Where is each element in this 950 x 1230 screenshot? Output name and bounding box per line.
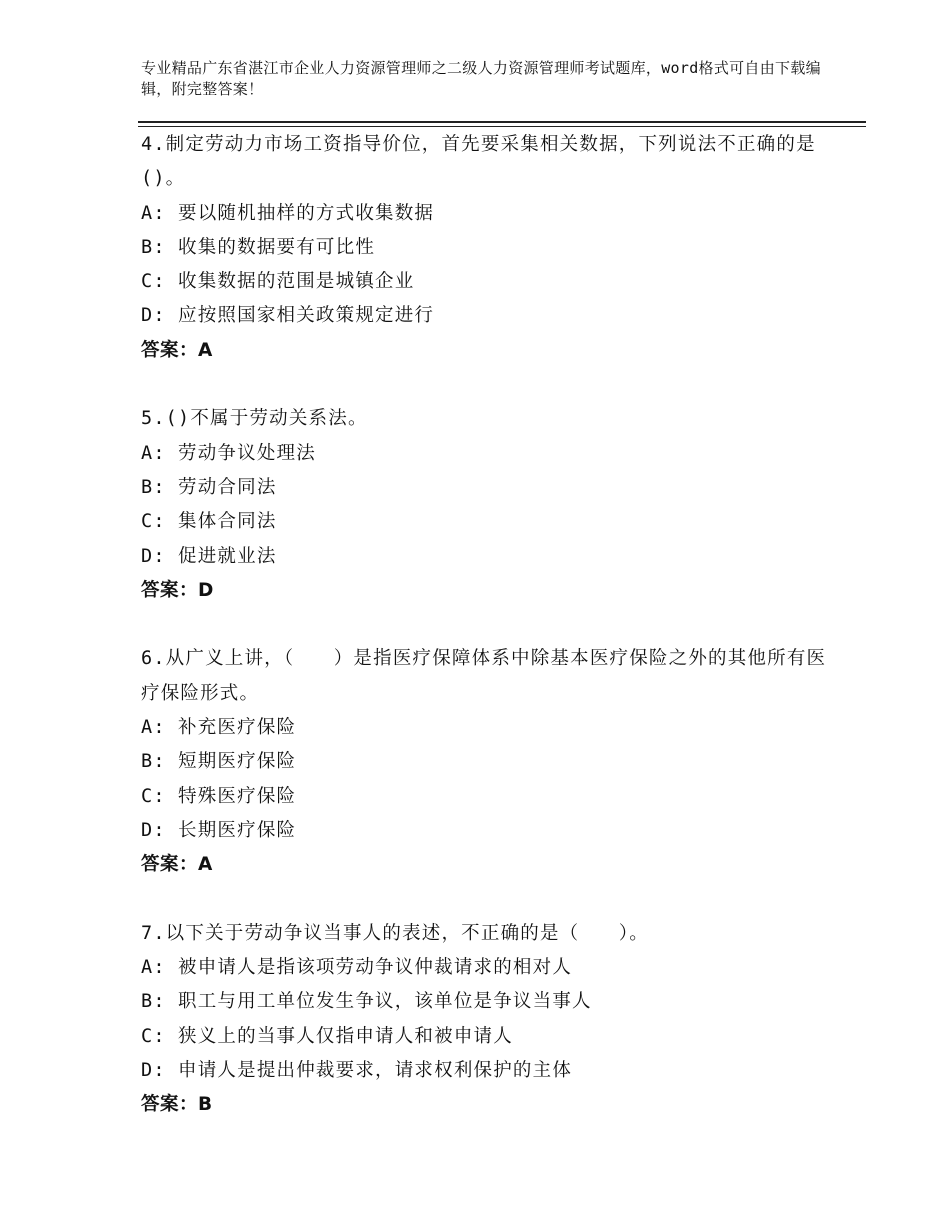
question-block bbox=[141, 642, 841, 882]
answer-label: 答案：B bbox=[141, 1094, 213, 1116]
option-a: A: 要以随机抽样的方式收集数据 bbox=[141, 202, 435, 224]
question-text: 5.()不属于劳动关系法。 bbox=[141, 408, 368, 430]
header-divider-thin bbox=[138, 126, 866, 127]
option-a: A: 补充医疗保险 bbox=[141, 717, 297, 739]
option-d: D: 应按照国家相关政策规定进行 bbox=[141, 305, 435, 327]
option-b: B: 收集的数据要有可比性 bbox=[141, 236, 376, 258]
option-c: C: 狭义上的当事人仅指申请人和被申请人 bbox=[141, 1025, 513, 1047]
option-a: A: 被申请人是指该项劳动争议仲裁请求的相对人 bbox=[141, 957, 573, 979]
option-d: D: 申请人是提出仲裁要求，请求权利保护的主体 bbox=[141, 1060, 573, 1082]
answer-label: 答案：A bbox=[141, 339, 213, 361]
question-block bbox=[141, 128, 841, 368]
option-c: C: 收集数据的范围是城镇企业 bbox=[141, 271, 415, 293]
option-b: B: 劳动合同法 bbox=[141, 476, 277, 498]
question-text: 7.以下关于劳动争议当事人的表述，不正确的是（ ）。 bbox=[141, 922, 649, 944]
option-d: D: 促进就业法 bbox=[141, 545, 277, 567]
option-a: A: 劳动争议处理法 bbox=[141, 442, 316, 464]
option-c: C: 集体合同法 bbox=[141, 511, 277, 533]
question-block bbox=[141, 917, 841, 1123]
question-text: 6.从广义上讲，（ ）是指医疗保障体系中除基本医疗保险之外的其他所有医疗保险形式。 bbox=[141, 648, 827, 704]
question-text: 4.制定劳动力市场工资指导价位，首先要采集相关数据，下列说法不正确的是()。 bbox=[141, 134, 816, 190]
option-c: C: 特殊医疗保险 bbox=[141, 785, 297, 807]
question-block bbox=[141, 402, 841, 608]
answer-label: 答案：A bbox=[141, 854, 213, 876]
header-divider-thick bbox=[138, 121, 866, 123]
document-header: 专业精品广东省湛江市企业人力资源管理师之二级人力资源管理师考试题库，word格式可自由下载编辑，附完整答案！ bbox=[141, 59, 821, 98]
option-b: B: 职工与用工单位发生争议，该单位是争议当事人 bbox=[141, 991, 592, 1013]
answer-label: 答案：D bbox=[141, 579, 214, 601]
question-list bbox=[141, 128, 841, 1123]
option-d: D: 长期医疗保险 bbox=[141, 819, 297, 841]
option-b: B: 短期医疗保险 bbox=[141, 751, 297, 773]
